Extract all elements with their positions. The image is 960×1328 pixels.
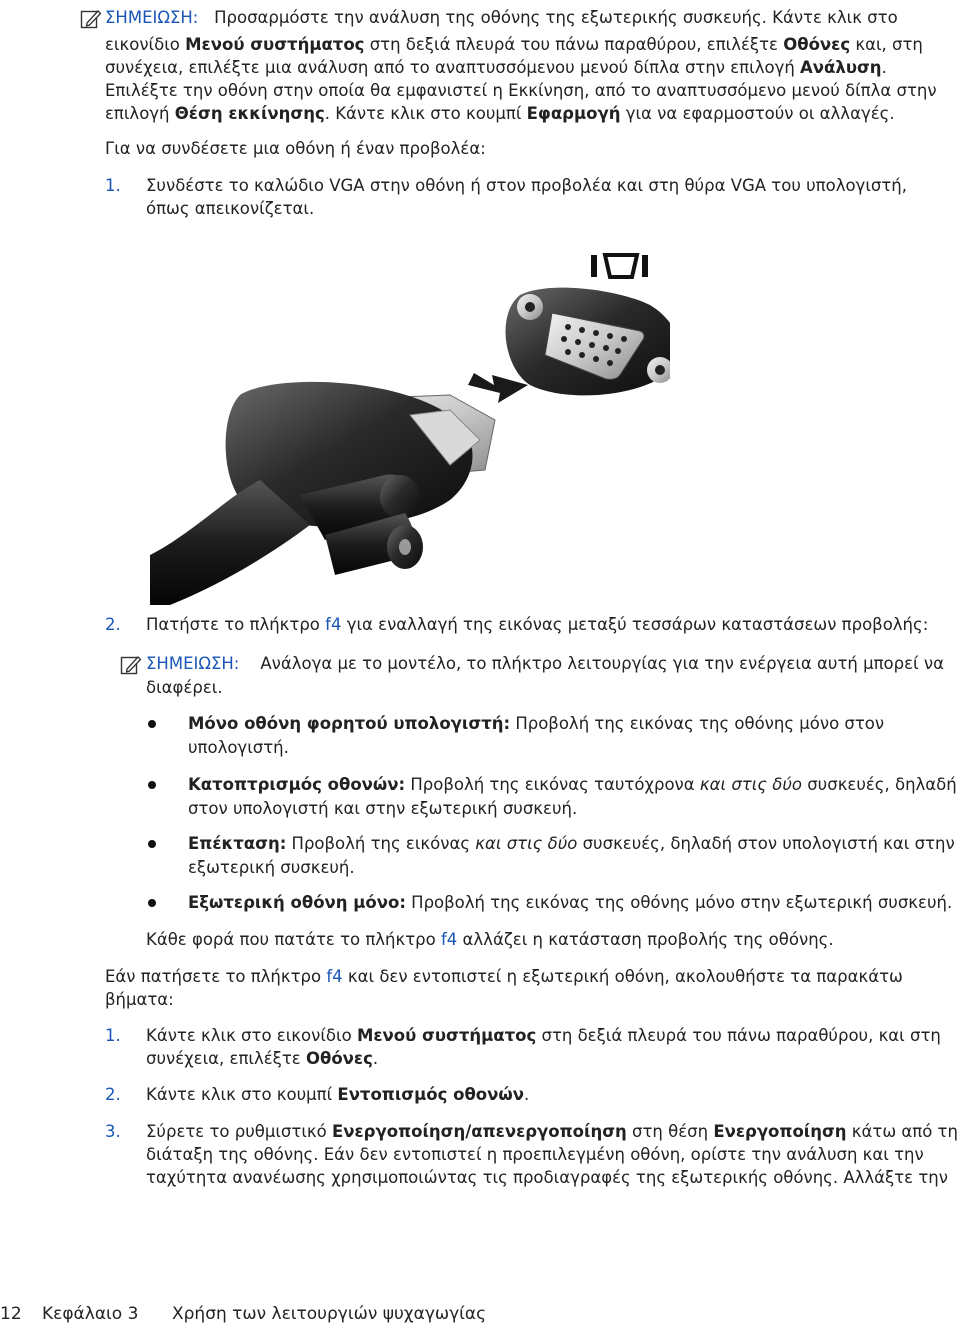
bullet-item: Κατοπτρισμός οθονών: Προβολή της εικόνας ταυτόχρονα και στις δύο συσκευές, δηλαδή [188, 775, 957, 794]
bullet-line: στον υπολογιστή και στην εξωτερική συσκευή. [188, 799, 578, 818]
arrow-icon [468, 373, 528, 403]
step-number: 1. [105, 176, 121, 195]
undetected-line: βήματα: [105, 990, 174, 1009]
note-icon [120, 654, 142, 676]
vga-port-icon [591, 255, 648, 277]
bullet-dot [148, 899, 156, 907]
note-line: επιλογή Θέση εκκίνησης. Κάντε κλικ στο κουμπί Εφαρμογή για να εφαρμοστούν οι αλλαγές. [105, 104, 895, 123]
chapter-title: Χρήση των λειτουργιών ψυχαγωγίας [172, 1304, 487, 1324]
note-label: ΣΗΜΕΙΩΣΗ: [105, 8, 199, 27]
step-number: 3. [105, 1122, 121, 1141]
chapter-label: Κεφάλαιο 3 [42, 1304, 139, 1324]
step-number: 1. [105, 1026, 121, 1045]
bullet-dot [148, 720, 156, 728]
note-text [105, 6, 898, 30]
note-line: Επιλέξτε την οθόνη στην οποία θα εμφανιστεί η Εκκίνηση, από το αναπτυσσόμενο μενού δίπλα στην [105, 81, 937, 100]
step-text: ταχύτητα ανανέωσης χρησιμοποιώντας τις προδιαγραφές της εξωτερικής οθόνης. Αλλάξτε την [146, 1168, 948, 1187]
step-text: Πατήστε το πλήκτρο f4 για εναλλαγή της εικόνας μεταξύ τεσσάρων καταστάσεων προβολής: [146, 615, 929, 634]
bullet-item: Επέκταση: Προβολή της εικόνας και στις δύο συσκευές, δηλαδή στον υπολογιστή και στην [188, 834, 955, 853]
note-icon [80, 8, 102, 30]
step-text: διάταξη της οθόνης. Εάν δεν εντοπιστεί η προεπιλεγμένη οθόνη, ορίστε την ανάλυση και την [146, 1145, 924, 1164]
intro-text: Για να συνδέσετε μια οθόνη ή έναν προβολέα: [105, 139, 486, 158]
note-line: συνέχεια, επιλέξτε μια ανάλυση από το αναπτυσσόμενου μενού δίπλα στην επιλογή Ανάλυση. [105, 58, 887, 77]
bullet-dot [148, 781, 156, 789]
note-line: διαφέρει. [146, 678, 223, 697]
step-text: Κάντε κλικ στο κουμπί Εντοπισμός οθονών. [146, 1085, 530, 1104]
page-number: 12 [0, 1304, 22, 1324]
bullet-item: Εξωτερική οθόνη μόνο: Προβολή της εικόνας της οθόνης μόνο στην εξωτερική συσκευή. [188, 893, 953, 912]
step-number: 2. [105, 615, 121, 634]
note-line: Προσαρμόστε την ανάλυση της οθόνης της εξωτερικής συσκευής. Κάντε κλικ στο [214, 8, 898, 27]
vga-port [506, 288, 670, 396]
step-text: όπως απεικονίζεται. [146, 199, 315, 218]
bullet-line: υπολογιστή. [188, 738, 289, 757]
step-number: 2. [105, 1085, 121, 1104]
note-text: ΣΗΜΕΙΩΣΗ: Ανάλογα με το μοντέλο, το πλήκτρο λειτουργίας για την ενέργεια αυτή μπορεί να [146, 654, 944, 673]
key-f4: f4 [326, 967, 343, 986]
note-label: ΣΗΜΕΙΩΣΗ: [146, 654, 240, 673]
bullet-line: εξωτερική συσκευή. [188, 858, 355, 877]
undetected-text: Εάν πατήσετε το πλήκτρο f4 και δεν εντοπιστεί η εξωτερική οθόνη, ακολουθήστε τα παρακάτω [105, 967, 903, 986]
step-text: Κάντε κλικ στο εικονίδιο Μενού συστήματος στη δεξιά πλευρά του πάνω παραθύρου, και στη [146, 1026, 941, 1045]
bullet-dot [148, 840, 156, 848]
cycle-text: Κάθε φορά που πατάτε το πλήκτρο f4 αλλάζει η κατάσταση προβολής της οθόνης. [146, 930, 834, 949]
note-line: εικονίδιο Μενού συστήματος στη δεξιά πλευρά του πάνω παραθύρου, επιλέξτε Οθόνες και, στη [105, 35, 923, 54]
step-text: Συνδέστε το καλώδιο VGA στην οθόνη ή στον προβολέα και στη θύρα VGA του υπολογιστή, [146, 176, 907, 195]
bullet-item: Μόνο οθόνη φορητού υπολογιστή: Προβολή της εικόνας της οθόνης μόνο στον [188, 714, 885, 733]
step-text: συνέχεια, επιλέξτε Οθόνες. [146, 1049, 379, 1068]
key-f4: f4 [325, 615, 342, 634]
key-f4: f4 [440, 930, 458, 949]
vga-connection-illustration [150, 235, 670, 605]
step-text: Σύρετε το ρυθμιστικό Ενεργοποίηση/απενεργοποίηση στη θέση Ενεργοποίηση κάτω από τη [146, 1122, 958, 1141]
